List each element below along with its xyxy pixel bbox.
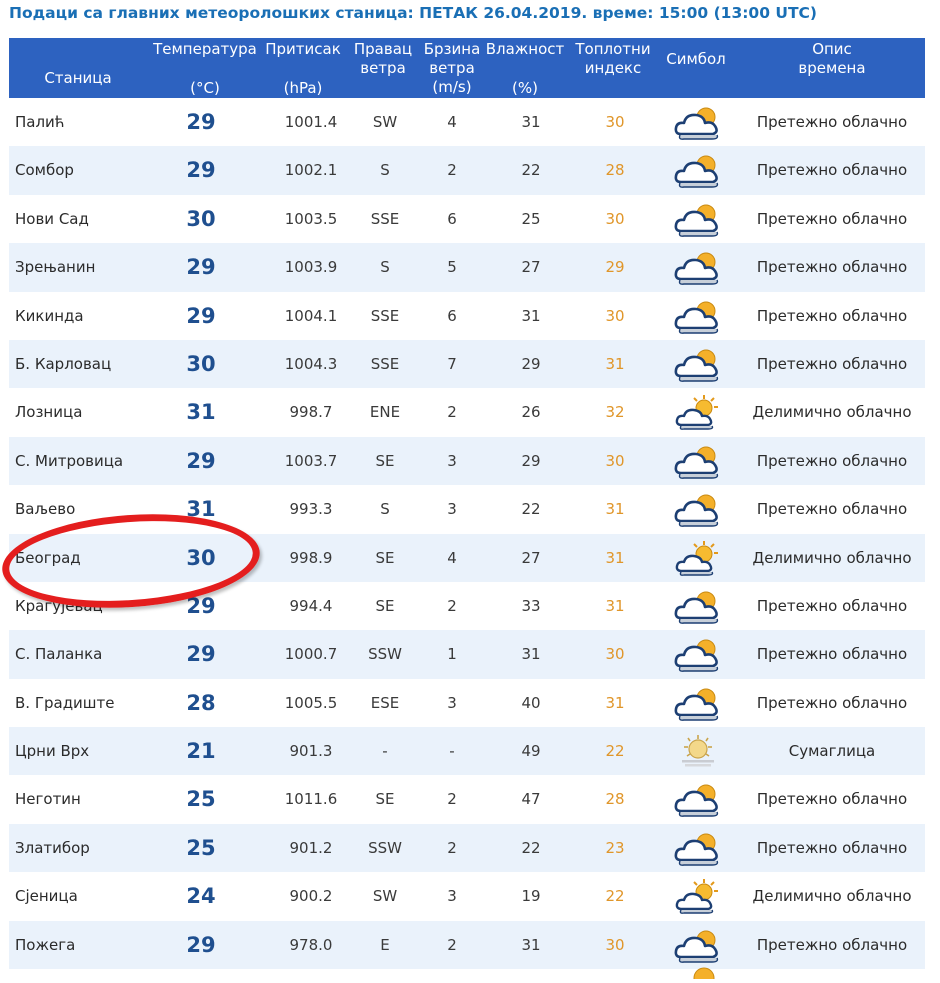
header-temperature: Температура (°C) [153, 40, 257, 97]
heat-index-cell: 28 [605, 161, 625, 180]
wind-direction-cell: ENE [369, 403, 401, 422]
station-cell: Б. Карловац [15, 354, 112, 373]
wind-direction-cell: - [382, 742, 388, 761]
mostly-cloudy-icon [663, 340, 733, 388]
station-cell: С. Паланка [15, 645, 103, 664]
pressure-cell: 1003.7 [284, 451, 338, 470]
wind-speed-cell: 3 [447, 500, 457, 519]
wind-speed-cell: - [449, 742, 455, 761]
station-cell: Ваљево [15, 500, 76, 519]
wind-direction-cell: SE [375, 596, 395, 615]
mostly-cloudy-icon [663, 292, 733, 340]
humidity-cell: 33 [521, 596, 541, 615]
temperature-cell: 30 [186, 351, 216, 376]
humidity-cell: 25 [521, 209, 541, 228]
wind-direction-cell: SSE [370, 306, 400, 325]
pressure-cell: 998.9 [289, 548, 333, 567]
description-cell: Претежно облачно [756, 451, 908, 470]
humidity-cell: 31 [521, 113, 541, 131]
table-row [9, 824, 925, 872]
wind-speed-cell: 6 [447, 306, 457, 325]
header-description: Опис времена [798, 40, 866, 77]
mostly-cloudy-icon [663, 195, 733, 243]
description-cell: Делимично облачно [752, 887, 912, 906]
pressure-cell: 1000.7 [284, 645, 338, 664]
temperature-cell: 30 [186, 545, 216, 570]
mostly-cloudy-icon [663, 243, 733, 291]
temperature-cell: 28 [186, 690, 216, 715]
heat-index-cell: 23 [605, 838, 625, 857]
table-row [9, 582, 925, 630]
partly-cloudy-icon [663, 872, 733, 920]
humidity-cell: 29 [521, 354, 541, 373]
heat-index-cell: 32 [605, 403, 625, 422]
wind-speed-cell: 3 [447, 451, 457, 470]
description-cell: Претежно облачно [756, 645, 908, 664]
pressure-cell: 901.2 [289, 838, 333, 857]
heat-index-cell: 31 [605, 596, 625, 615]
description-cell: Претежно облачно [756, 354, 908, 373]
pressure-cell: 1001.4 [284, 113, 338, 131]
station-cell: Неготин [15, 790, 81, 809]
wind-direction-cell: E [380, 935, 390, 954]
description-cell: Претежно облачно [756, 113, 908, 131]
pressure-cell: 1003.9 [284, 258, 338, 277]
temperature-cell: 21 [186, 739, 216, 764]
wind-direction-cell: SSW [368, 838, 402, 857]
station-cell: Сјеница [15, 887, 78, 906]
mostly-cloudy-icon [663, 98, 733, 146]
wind-speed-cell: 4 [447, 548, 457, 567]
station-cell: Београд [15, 548, 81, 567]
table-row [9, 340, 925, 388]
wind-direction-cell: SE [375, 451, 395, 470]
wind-direction-cell: S [380, 161, 390, 180]
pressure-cell: 994.4 [289, 596, 333, 615]
temperature-cell: 25 [186, 787, 216, 812]
header-wind-speed: Брзина ветра (m/s) [423, 40, 481, 96]
table-row [9, 921, 925, 969]
table-row [9, 630, 925, 678]
wind-direction-cell: SSE [370, 354, 400, 373]
table-row [9, 679, 925, 727]
heat-index-cell: 31 [605, 693, 625, 712]
temperature-cell: 29 [186, 110, 216, 134]
table-row [9, 388, 925, 436]
wind-speed-cell: 2 [447, 790, 457, 809]
table-row [9, 146, 925, 194]
humidity-cell: 31 [521, 306, 541, 325]
humidity-cell: 29 [521, 451, 541, 470]
table-row [9, 195, 925, 243]
wind-speed-cell: 2 [447, 838, 457, 857]
temperature-cell: 30 [186, 206, 216, 231]
temperature-cell: 29 [186, 593, 216, 618]
description-cell: Сумаглица [788, 742, 876, 761]
partly-cloudy-icon [663, 534, 733, 582]
description-cell: Делимично облачно [752, 548, 912, 567]
page-title: Подаци са главних метеоролошких станица: ПЕТАК 26.04.2019. време: 15:00 (13:00 UTC) [9, 4, 818, 22]
table-row [9, 485, 925, 533]
description-cell: Претежно облачно [756, 500, 908, 519]
heat-index-cell: 28 [605, 790, 625, 809]
humidity-cell: 22 [521, 500, 541, 519]
temperature-cell: 29 [186, 932, 216, 957]
heat-index-cell: 31 [605, 548, 625, 567]
description-cell: Претежно облачно [756, 306, 908, 325]
station-cell: Крагујевац [15, 596, 103, 615]
mostly-cloudy-icon [663, 485, 733, 533]
temperature-cell: 29 [186, 303, 216, 328]
pressure-cell: 1003.5 [284, 209, 338, 228]
description-cell: Претежно облачно [756, 209, 908, 228]
wind-direction-cell: SE [375, 548, 395, 567]
heat-index-cell: 22 [605, 742, 625, 761]
mostly-cloudy-icon [663, 437, 733, 485]
wind-direction-cell: SE [375, 790, 395, 809]
wind-speed-cell: 2 [447, 596, 457, 615]
mostly-cloudy-icon [663, 146, 733, 194]
table-row [9, 727, 925, 775]
wind-speed-cell: 2 [447, 161, 457, 180]
temperature-cell: 29 [186, 448, 216, 473]
description-cell: Претежно облачно [756, 790, 908, 809]
temperature-cell: 29 [186, 158, 216, 183]
station-cell: Пожега [15, 935, 76, 954]
heat-index-cell: 29 [605, 258, 625, 277]
mostly-cloudy-icon [663, 679, 733, 727]
wind-speed-cell: 6 [447, 209, 457, 228]
partly-cloudy-icon [672, 962, 724, 983]
heat-index-cell: 30 [605, 645, 625, 664]
wind-direction-cell: ESE [370, 693, 400, 712]
pressure-cell: 1011.6 [284, 790, 338, 809]
haze-icon [663, 727, 733, 775]
wind-speed-cell: 7 [447, 354, 457, 373]
header-humidity: Влажност (%) [485, 40, 565, 97]
humidity-cell: 47 [521, 790, 541, 809]
wind-speed-cell: 4 [447, 113, 457, 131]
temperature-cell: 31 [186, 400, 216, 425]
wind-direction-cell: S [380, 500, 390, 519]
header-symbol: Симбол [666, 50, 726, 68]
table-row [9, 243, 925, 291]
pressure-cell: 1004.3 [284, 354, 338, 373]
description-cell: Претежно облачно [756, 693, 908, 712]
wind-speed-cell: 2 [447, 403, 457, 422]
header-heat-index: Топлотни индекс [575, 40, 651, 77]
table-row [9, 98, 925, 146]
table-row [9, 292, 925, 340]
table-header [9, 38, 925, 98]
temperature-cell: 29 [186, 642, 216, 667]
station-cell: С. Митровица [15, 451, 124, 470]
humidity-cell: 31 [521, 645, 541, 664]
partly-cloudy-icon [663, 388, 733, 436]
table-row [9, 534, 925, 582]
mostly-cloudy-icon [663, 775, 733, 823]
wind-direction-cell: SSW [368, 645, 402, 664]
pressure-cell: 900.2 [289, 887, 333, 906]
humidity-cell: 19 [521, 887, 541, 906]
temperature-cell: 29 [186, 255, 216, 280]
humidity-cell: 22 [521, 161, 541, 180]
table-row [9, 775, 925, 823]
pressure-cell: 1002.1 [284, 161, 338, 180]
heat-index-cell: 30 [605, 209, 625, 228]
mostly-cloudy-icon [663, 824, 733, 872]
table-body [9, 98, 925, 969]
station-cell: Кикинда [15, 306, 84, 325]
table-row [9, 437, 925, 485]
description-cell: Претежно облачно [756, 596, 908, 615]
humidity-cell: 22 [521, 838, 541, 857]
heat-index-cell: 31 [605, 354, 625, 373]
header-wind-direction: Правац ветра [353, 40, 413, 77]
wind-speed-cell: 2 [447, 935, 457, 954]
station-cell: Црни Врх [15, 742, 90, 761]
heat-index-cell: 30 [605, 306, 625, 325]
station-cell: Палић [15, 113, 65, 131]
temperature-cell: 31 [186, 497, 216, 522]
station-cell: В. Градиште [15, 693, 115, 712]
station-cell: Лозница [15, 403, 83, 422]
pressure-cell: 901.3 [289, 742, 333, 761]
pressure-cell: 1005.5 [284, 693, 338, 712]
heat-index-cell: 30 [605, 935, 625, 954]
humidity-cell: 31 [521, 935, 541, 954]
wind-speed-cell: 3 [447, 887, 457, 906]
pressure-cell: 993.3 [289, 500, 333, 519]
pressure-cell: 998.7 [289, 403, 333, 422]
heat-index-cell: 30 [605, 451, 625, 470]
wind-direction-cell: SW [372, 887, 398, 906]
header-station: Станица [44, 69, 112, 87]
weather-table [9, 38, 925, 969]
humidity-cell: 49 [521, 742, 541, 761]
humidity-cell: 27 [521, 548, 541, 567]
station-cell: Нови Сад [15, 209, 89, 228]
description-cell: Делимично облачно [752, 403, 912, 422]
wind-direction-cell: SSE [370, 209, 400, 228]
humidity-cell: 40 [521, 693, 541, 712]
header-pressure: Притисак (hPa) [265, 40, 341, 97]
description-cell: Претежно облачно [756, 838, 908, 857]
temperature-cell: 25 [186, 835, 216, 860]
wind-direction-cell: SW [372, 113, 398, 131]
description-cell: Претежно облачно [756, 258, 908, 277]
heat-index-cell: 31 [605, 500, 625, 519]
station-cell: Сомбор [15, 161, 74, 180]
wind-speed-cell: 5 [447, 258, 457, 277]
description-cell: Претежно облачно [756, 935, 908, 954]
pressure-cell: 1004.1 [284, 306, 338, 325]
table-row [9, 872, 925, 920]
temperature-cell: 24 [186, 884, 216, 909]
wind-speed-cell: 3 [447, 693, 457, 712]
heat-index-cell: 30 [605, 113, 625, 131]
station-cell: Зрењанин [15, 258, 96, 277]
pressure-cell: 978.0 [289, 935, 333, 954]
humidity-cell: 27 [521, 258, 541, 277]
humidity-cell: 26 [521, 403, 541, 422]
wind-direction-cell: S [380, 258, 390, 277]
description-cell: Претежно облачно [756, 161, 908, 180]
station-cell: Златибор [15, 838, 90, 857]
mostly-cloudy-icon [663, 582, 733, 630]
wind-speed-cell: 1 [447, 645, 457, 664]
heat-index-cell: 22 [605, 887, 625, 906]
mostly-cloudy-icon [663, 630, 733, 678]
